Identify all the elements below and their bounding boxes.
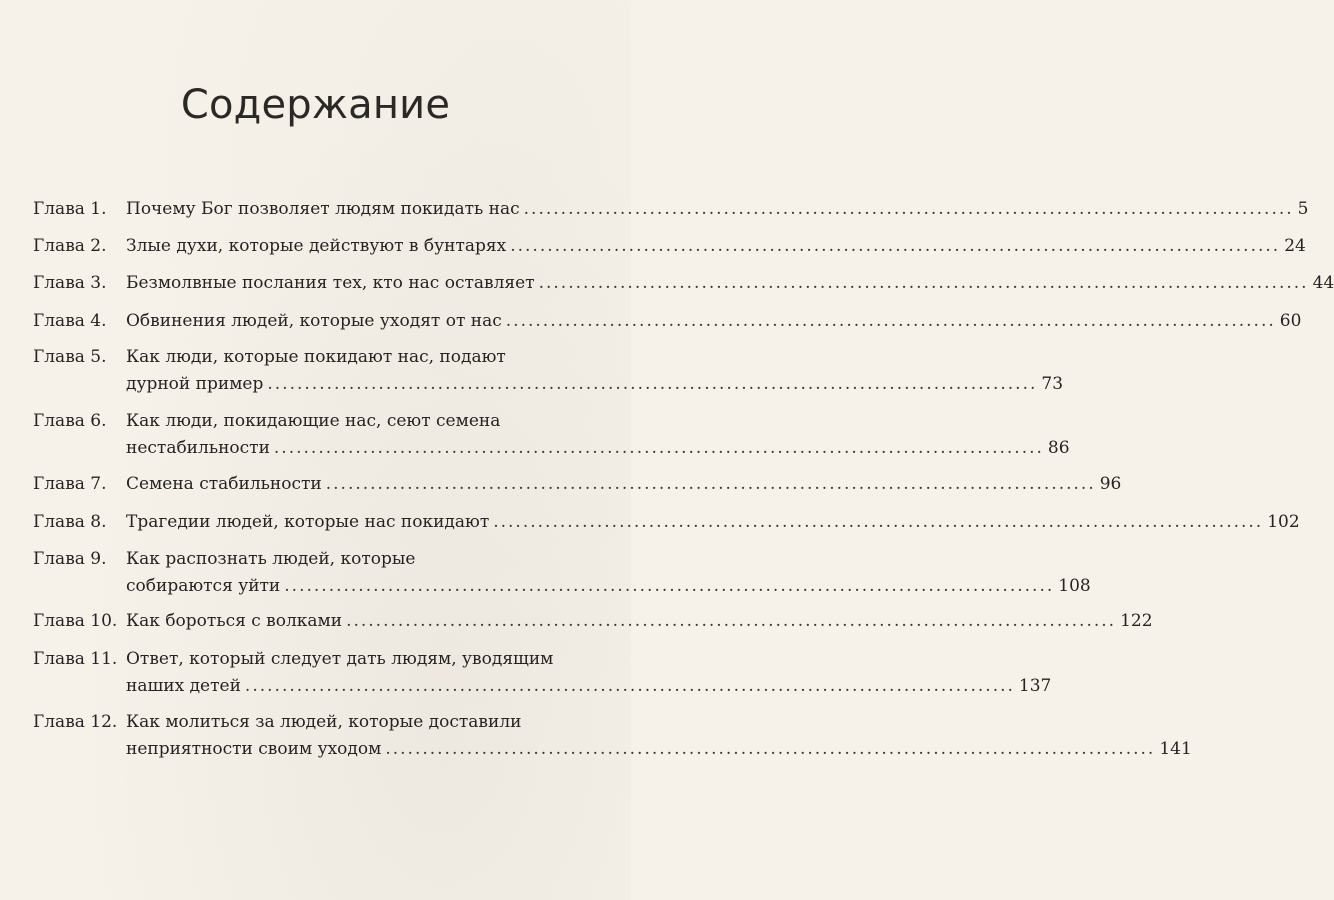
- chapter-title-line: неприятности своим уходом: [126, 739, 382, 759]
- toc-entry: [33, 646, 1052, 700]
- toc-entry: [33, 408, 1070, 462]
- toc-entry: [33, 270, 1334, 297]
- dot-leader: [274, 435, 1044, 462]
- page-number: 5: [1297, 199, 1309, 219]
- dot-leader: [326, 471, 1096, 498]
- chapter-title-block: [126, 233, 1306, 260]
- page-number: 24: [1284, 236, 1306, 256]
- chapter-number: Глава 4.: [33, 311, 107, 331]
- page-number: 108: [1058, 576, 1091, 596]
- chapter-title: Злые духи, которые действуют в бунтарях: [126, 236, 507, 256]
- toc-entry: [33, 196, 1308, 223]
- chapter-number: Глава 12.: [33, 712, 118, 732]
- chapter-title: Безмолвные послания тех, кто нас оставляет: [126, 273, 535, 293]
- toc-entry: [33, 344, 1064, 398]
- dot-leader: [267, 371, 1037, 398]
- chapter-title-block: [126, 546, 1091, 600]
- chapter-title-block: [126, 344, 1064, 398]
- chapter-number: Глава 1.: [33, 199, 107, 219]
- chapter-number: Глава 11.: [33, 649, 118, 669]
- toc-entry: [33, 471, 1122, 498]
- dot-leader: [245, 673, 1015, 700]
- chapter-title-line: нестабильности: [126, 438, 270, 458]
- chapter-title-block: [126, 196, 1308, 223]
- chapter-title-line: Ответ, который следует дать людям, уводящим: [126, 649, 554, 669]
- dot-leader: [510, 233, 1280, 260]
- chapter-title: Обвинения людей, которые уходят от нас: [126, 311, 502, 331]
- toc-entry: [33, 233, 1306, 260]
- page-number: 96: [1099, 474, 1122, 494]
- chapter-title-line: собираются уйти: [126, 576, 281, 596]
- chapter-title: Трагедии людей, которые нас покидают: [126, 512, 490, 532]
- chapter-title-line: Как люди, покидающие нас, сеют семена: [126, 411, 501, 431]
- chapter-number: Глава 2.: [33, 236, 107, 256]
- page-number: 44: [1312, 273, 1334, 293]
- chapter-title: Почему Бог позволяет людям покидать нас: [126, 199, 520, 219]
- chapter-number: Глава 8.: [33, 512, 107, 532]
- page-number: 86: [1047, 438, 1070, 458]
- chapter-title-block: [126, 471, 1122, 498]
- chapter-title-block: [126, 308, 1302, 335]
- dot-leader: [539, 270, 1309, 297]
- dot-leader: [385, 736, 1155, 763]
- chapter-title-block: [126, 709, 1192, 763]
- chapter-title-block: [126, 608, 1153, 635]
- chapter-title-line: Как люди, которые покидают нас, подают: [126, 347, 506, 367]
- chapter-title-block: [126, 270, 1334, 297]
- dot-leader: [493, 509, 1263, 536]
- page-number: 73: [1041, 374, 1064, 394]
- chapter-title: Семена стабильности: [126, 474, 322, 494]
- chapter-title-line: Как молиться за людей, которые доставили: [126, 712, 522, 732]
- page-number: 137: [1018, 676, 1052, 696]
- chapter-number: Глава 5.: [33, 347, 107, 367]
- toc-entry: [33, 608, 1153, 635]
- page-title: Содержание: [180, 82, 451, 128]
- dot-leader: [284, 573, 1054, 600]
- chapter-title-block: [126, 408, 1070, 462]
- dot-leader: [506, 308, 1276, 335]
- page-number: 102: [1267, 512, 1300, 532]
- chapter-number: Глава 10.: [33, 611, 118, 631]
- toc-entry: [33, 308, 1302, 335]
- dot-leader: [524, 196, 1294, 223]
- chapter-number: Глава 6.: [33, 411, 107, 431]
- chapter-title-line: дурной пример: [126, 374, 264, 394]
- chapter-title-block: [126, 646, 1052, 700]
- chapter-number: Глава 7.: [33, 474, 107, 494]
- dot-leader: [346, 608, 1116, 635]
- toc-entry: [33, 709, 1192, 763]
- chapter-title-block: [126, 509, 1300, 536]
- chapter-title: Как бороться с волками: [126, 611, 343, 631]
- toc-entry: [33, 546, 1091, 600]
- page-number: 141: [1159, 739, 1192, 759]
- page-number: 60: [1279, 311, 1302, 331]
- chapter-title-line: Как распознать людей, которые: [126, 549, 416, 569]
- toc-entry: [33, 509, 1300, 536]
- chapter-number: Глава 3.: [33, 273, 107, 293]
- chapter-title-line: наших детей: [126, 676, 241, 696]
- page-number: 122: [1120, 611, 1153, 631]
- chapter-number: Глава 9.: [33, 549, 107, 569]
